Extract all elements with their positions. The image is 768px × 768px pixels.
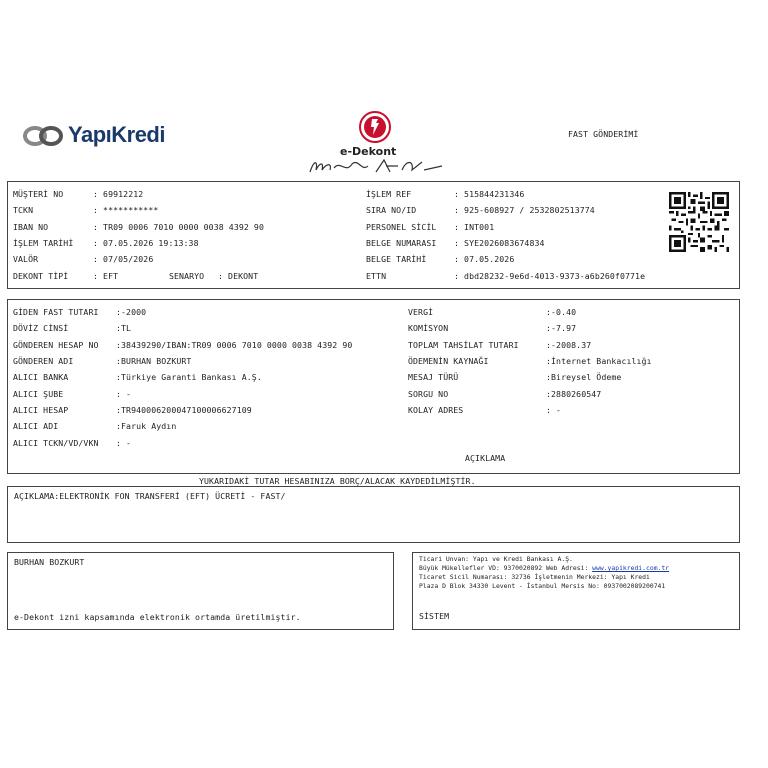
website-link[interactable]: www.yapikredi.com.tr bbox=[592, 564, 670, 572]
row-alici-banka: ALICI BANKA :Türkiye Garanti Bankası A.Ş. bbox=[13, 372, 262, 382]
row-tckn: TCKN : *********** bbox=[13, 205, 159, 215]
row-alici-adi: ALICI ADI :Faruk Aydın bbox=[13, 421, 177, 431]
footer-registry-line: Ticaret Sicil Numarası: 32736 İşletmenin Merkezi: Yapı Kredi bbox=[419, 573, 650, 581]
row-vergi: VERGİ :-0.40 bbox=[408, 307, 577, 317]
row-odemenin-kaynagi: ÖDEMENİN KAYNAĞI :İnternet Bankacılığı bbox=[408, 356, 652, 366]
row-doviz-cinsi: DÖVİZ CİNSİ :TL bbox=[13, 323, 132, 333]
senaryo-value: : DEKONT bbox=[218, 271, 259, 281]
row-dekont-tipi: DEKONT TİPİ : EFT SENARYO : DEKONT bbox=[13, 271, 259, 281]
row-valor: VALÖR : 07/05/2026 bbox=[13, 254, 154, 264]
row-islem-tarihi: İŞLEM TARİHİ : 07.05.2026 19:13:38 bbox=[13, 238, 199, 248]
row-islem-ref: İŞLEM REF : 515844231346 bbox=[366, 189, 525, 199]
row-ettn: ETTN : dbd28232-9e6d-4013-9373-a6b260f0771e bbox=[366, 271, 646, 281]
row-alici-hesap: ALICI HESAP :TR940006200047100006627109 bbox=[13, 405, 252, 415]
row-alici-tckn: ALICI TCKN/VD/VKN : - bbox=[13, 438, 132, 448]
row-gonderen-hesap-no: GÖNDEREN HESAP NO :38439290/IBAN:TR09 0006 7010 0000 0038 4392 90 bbox=[13, 340, 353, 350]
row-belge-tarihi: BELGE TARİHİ : 07.05.2026 bbox=[366, 254, 515, 264]
description-box bbox=[7, 486, 740, 543]
footer-left-box bbox=[7, 552, 394, 630]
row-personel-sicil: PERSONEL SİCİL : INT001 bbox=[366, 222, 495, 232]
row-belge-numarasi: BELGE NUMARASI : SYE2026083674834 bbox=[366, 238, 545, 248]
senaryo-label: SENARYO bbox=[169, 271, 205, 281]
footer-right-box bbox=[412, 552, 740, 630]
row-alici-sube: ALICI ŞUBE : - bbox=[13, 389, 132, 399]
footer-tax-line: Büyük Mükellefler VD: 9370020892 Web Adresi: www.yapikredi.com.tr bbox=[419, 564, 670, 572]
bank-logo-text: YapıKredi bbox=[68, 122, 165, 147]
yapikredi-logo bbox=[22, 122, 172, 150]
row-komisyon: KOMİSYON :-7.97 bbox=[408, 323, 577, 333]
footer-company-line: Ticari Unvan: Yapı ve Kredi Bankası A.Ş. bbox=[419, 555, 573, 563]
transaction-box bbox=[7, 299, 740, 474]
row-gonderen-adi: GÖNDEREN ADI :BURHAN BOZKURT bbox=[13, 356, 192, 366]
row-sira-no: SIRA NO/ID : 925-608927 / 2532802513774 bbox=[366, 205, 595, 215]
description-text: AÇIKLAMA:ELEKTRONİK FON TRANSFERİ (EFT) ÜCRETİ - FAST/ bbox=[14, 491, 286, 501]
edekont-note: e-Dekont izni kapsamında elektronik ortamda üretilmiştir. bbox=[14, 612, 301, 622]
yapikredi-emblem-icon bbox=[22, 124, 68, 148]
customer-info-box bbox=[7, 181, 740, 289]
row-musteri-no: MÜŞTERİ NO : 69912212 bbox=[13, 189, 144, 199]
edekont-title: e-Dekont bbox=[340, 145, 397, 158]
signature-icon bbox=[306, 156, 446, 178]
row-giden-fast-tutari: GİDEN FAST TUTARI :-2000 bbox=[13, 307, 147, 317]
customer-name: BURHAN BOZKURT bbox=[14, 557, 85, 567]
system-label: SİSTEM bbox=[419, 611, 450, 621]
row-iban-no: IBAN NO : TR09 0006 7010 0000 0038 4392 90 bbox=[13, 222, 264, 232]
row-sorgu-no: SORGU NO :2880260547 bbox=[408, 389, 602, 399]
footer-address-line: Plaza D Blok 34330 Levent - İstanbul Mersis No: 0937002089200741 bbox=[419, 582, 666, 590]
qr-code-icon bbox=[669, 192, 729, 252]
document-type: FAST GÖNDERİMİ bbox=[568, 129, 639, 139]
aciklama-heading: AÇIKLAMA bbox=[465, 453, 506, 463]
row-toplam-tahsilat: TOPLAM TAHSİLAT TUTARI :-2008.37 bbox=[408, 340, 592, 350]
row-mesaj-turu: MESAJ TÜRÜ :Bireysel Ödeme bbox=[408, 372, 622, 382]
edekont-seal-icon bbox=[358, 110, 392, 144]
row-kolay-adres: KOLAY ADRES : - bbox=[408, 405, 562, 415]
notice-text: YUKARIDAKİ TUTAR HESABINIZA BORÇ/ALACAK KAYDEDİLMİŞTİR. bbox=[199, 476, 476, 486]
